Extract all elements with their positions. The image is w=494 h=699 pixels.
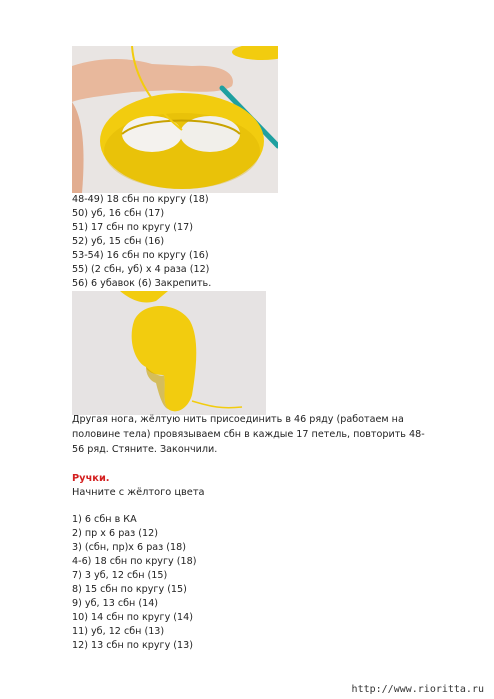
section-subtitle: Начните с жёлтого цвета	[72, 487, 205, 498]
body-piece-illustration	[72, 46, 278, 193]
row-line: 3) (сбн, пр)х 6 раз (18)	[72, 542, 187, 553]
section-title: Ручки.	[72, 473, 110, 484]
leg-piece-illustration	[72, 291, 266, 415]
row-line: 56) 6 убавок (6) Закрепить.	[72, 278, 212, 289]
photo-leg-piece	[72, 291, 266, 415]
row-line: 55) (2 сбн, уб) х 4 раза (12)	[72, 264, 210, 275]
row-line: 48-49) 18 сбн по кругу (18)	[72, 194, 209, 205]
row-line: 7) 3 уб, 12 сбн (15)	[72, 570, 168, 581]
row-line: 9) уб, 13 сбн (14)	[72, 598, 159, 609]
row-line: 4-6) 18 сбн по кругу (18)	[72, 556, 197, 567]
footer-url[interactable]: http://www.rioritta.ru	[351, 684, 484, 695]
instructions-paragraph: Другая нога, жёлтую нить присоединить в 46 ряду (работаем на половине тела) провязываем сбн в каждые 17 петель, повторить 48-56 ряд. Стяните. Закончили.	[72, 414, 425, 455]
row-line: 8) 15 сбн по кругу (15)	[72, 584, 187, 595]
row-line: 12) 13 сбн по кругу (13)	[72, 640, 193, 651]
row-line: 2) пр х 6 раз (12)	[72, 528, 159, 539]
row-line: 10) 14 сбн по кругу (14)	[72, 612, 193, 623]
row-line: 52) уб, 15 сбн (16)	[72, 236, 165, 247]
row-line: 51) 17 сбн по кругу (17)	[72, 222, 193, 233]
row-line: 11) уб, 12 сбн (13)	[72, 626, 165, 637]
row-line: 1) 6 сбн в КА	[72, 514, 137, 525]
row-line: 50) уб, 16 сбн (17)	[72, 208, 165, 219]
row-line: 53-54) 16 сбн по кругу (16)	[72, 250, 209, 261]
photo-body-piece	[72, 46, 278, 193]
